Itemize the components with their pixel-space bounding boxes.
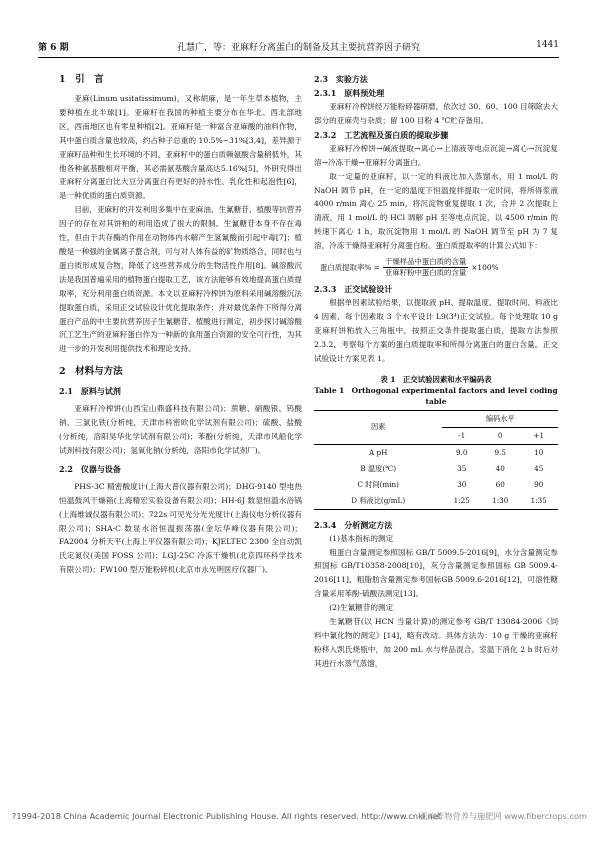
section-2-3-4-heading: 2.3.4 分析测定方法	[314, 519, 393, 530]
table-level-col: -1	[442, 427, 481, 444]
table-factor-cell: C 时间(min)	[357, 479, 399, 489]
issue-number: 第 6 期	[38, 43, 69, 53]
extraction-rate-formula	[320, 257, 558, 278]
analysis-paragraph-1: 粗蛋白含量测定参照国标 GB/T 5009.5-2016[9]，水分含量测定参照国标 GB/T10358-2008[10]，灰分含量测定参照国标 GB 5009.4-2016[11]，粗脂肪含量测定参考国标GB 5009.6-2016[12]，可溶性糖含量采用苯酚-硫酸法测定[13]。	[314, 547, 558, 599]
extraction-paragraph: 取一定量的亚麻籽，以一定的料液比加入蒸馏水，用 1 mol/L 的 NaOH 调节 pH，在一定的温度下恒温搅拌提取一定时间，将所得浆液 4000 r/min 离心 25 min，将沉淀物重复提取 1 次，合并 2 次提取上清液，用 1 mol/L 的 HCl 调解 pH 至等电点沉淀，以 4500 r/min 的转速下离心 1 h，取沉淀物用 1 mol/L 的 NaOH 调节至 pH 为 7 复溶，冷冻干燥得亚麻籽分离蛋白粉。蛋白质提取率的计算公式如下：	[314, 171, 558, 251]
section-2-3-3-heading: 2.3.3 正交试验设计	[314, 284, 393, 295]
pretreatment-paragraph: 亚麻籽冷榨饼经万能粉碎器研磨，依次过 30、60、100 目筛除去大部分的亚麻壳与杂质；留 100 目粉 4 ℃贮存备用。	[314, 102, 558, 125]
formula-rhs: ×100%	[471, 262, 499, 272]
table-cell: 9.5	[494, 447, 506, 457]
analysis-paragraph-2: 生氰糖苷(以 HCN 当量计算)的测定参考 GB/T 13084-2006《饲料中氰化物的测定》[14]，略有改动。具体方法为：10 g 干燥的亚麻籽粉移入凯氏烧瓶中，加 200 mL 水与样品混合。室温下消化 2 h 时后对其进行水蒸气蒸馏，	[314, 617, 558, 668]
table-level-col: +1	[519, 427, 558, 444]
header-rule	[38, 57, 559, 58]
section-2-heading: 2 材料与方法	[59, 366, 123, 378]
table-row	[314, 444, 558, 461]
section-2-3-1-heading: 2.3.1 原料预处理	[314, 88, 385, 98]
table-cell: 90	[534, 479, 544, 489]
table-cell: 1:25	[442, 493, 481, 510]
section-2-2-heading: 2.2 仪器与设备	[59, 463, 121, 474]
table-factor-cell: D 料液比(g/mL)	[314, 493, 442, 510]
analysis-subheading-2: (2)生氰糖苷的测定	[329, 603, 394, 613]
table-1	[314, 410, 558, 510]
process-flow: 亚麻籽冷榨饼→碱液提取→离心→上清液等电点沉淀→离心→沉淀复溶→冷冻干燥→亚麻籽分离蛋白。	[314, 143, 558, 167]
table-row	[314, 493, 558, 510]
formula-denominator: 亚麻籽粉中蛋白质的含量	[384, 268, 467, 278]
orthogonal-design-paragraph: 根据单因素试验结果，以提取液 pH、提取温度、提取时间、料液比 4 因素、每个因素取 3 个水平设计 L9(3⁴)正交试验。每个处理取 10 g 亚麻籽饼粕放入三角瓶中，按照正交条件提取蛋白质，提取方法参照 2.3.2，考察每个方案的蛋白质提取率和所得分离蛋白的蛋白含量。正交试验设计方案见表 1。	[314, 298, 558, 363]
formula-fraction	[383, 257, 468, 278]
running-header	[38, 40, 559, 56]
table-cell: 60	[495, 479, 505, 489]
copyright-notice: ?1994-2018 China Academic Journal Electronic Publishing House. All rights reserved. http://www.cnki.net	[12, 811, 442, 821]
materials-paragraph: 亚麻籽冷榨饼(山西宝山鼎盛科技有限公司)；蔗糖、硝酸银、钨酸钠、三氯化铁(分析纯，天津市科密欧化学试剂有限公司)；硫酸、盐酸(分析纯，洛阳昊华化学试剂有限公司)；苯酚(分析纯，天津市风船化学试剂科技有限公司)；氢氧化钠(分析纯，洛阳市化学试剂厂)。	[59, 404, 302, 455]
page-number: 1441	[536, 40, 559, 50]
table-1-caption-cn: 表 1 正交试验因素和水平编码表	[380, 374, 492, 384]
intro-paragraph-1: 亚麻(Linum usitatissimum)，又称胡麻，是一年生草本植物，主要种植在北半球[1]。亚麻籽在我国的种植主要分布在华北、西北部地区，西南地区也有零星种植[2]。亚麻籽是一种富含亚麻酸的油料作物，其中蛋白质含量也较高，约占种子总重的 10.5%~31%[3,4]，差异源于亚麻籽品种和生长环境的不同。亚麻籽中的蛋白质赖氨酸含量稍低外，其他各种氨基酸相对平衡，其必需氨基酸含量高达5.16%[5]，外研究得出亚麻籽分离蛋白比大豆分离蛋白有更好的持水性、乳化性和起泡性[6]，是一种优质的蛋白质资源。	[59, 94, 302, 201]
table-cell: 1:30	[481, 493, 520, 510]
table-factor-cell: A pH	[369, 447, 388, 457]
table-cell: 1:35	[519, 493, 558, 510]
table-factor-cell: B 温度(℃)	[360, 463, 397, 473]
table-cell: 40	[495, 463, 505, 473]
table-level-col: 0	[481, 427, 520, 444]
table-cell: 30	[457, 479, 467, 489]
section-2-3-heading: 2.3 实验方法	[314, 74, 368, 84]
section-2-1-heading: 2.1 原料与试剂	[59, 386, 121, 397]
left-column	[59, 72, 302, 577]
right-column	[314, 72, 558, 671]
instruments-paragraph: PHS-3C 精密酸度计(上海大普仪器有限公司)；DHG-9140 型电热恒温鼓风干燥箱(上海精宏实验设备有限公司)；HH-6J 数显恒温水浴锅(上海维诚仪器有限公司)；722s 可见光分光光度计(上海仪电分析仪器有限公司)；SHA-C 数显水浴恒温振荡器(金坛华峰仪器有限公司)；FA2004 分析天平(上海上平仪器有限公司)；KJELTEC 2300 全自动凯氏定氮仪(美国 FOSS 公司)；LGJ-25C 冷冻干燥机(北京四环科学技术有限公司)；FW100 型万能粉碎机(北京市永光明医疗仪器厂)。	[59, 481, 302, 575]
table-row	[314, 461, 558, 477]
table-cell: 35	[457, 463, 467, 473]
table-cell: 45	[534, 463, 544, 473]
table-row	[314, 477, 558, 493]
table-cell: 9.0	[455, 447, 468, 457]
table-header-level: 编码水平	[442, 410, 558, 427]
section-2-3-2-heading: 2.3.2 工艺流程及蛋白质的提取步骤	[314, 129, 449, 140]
running-title: 孔慧广，等：亚麻籽分离蛋白的制备及其主要抗营养因子研究	[176, 43, 420, 53]
section-1-heading: 1 引 言	[59, 74, 104, 85]
formula-numerator: 干燥样品中蛋白质的含量	[384, 257, 467, 267]
table-cell: 10	[534, 447, 544, 457]
page-footer	[12, 811, 587, 825]
analysis-subheading-1: (1)基本指标的测定	[329, 533, 394, 543]
table-1-caption-en: Table 1 Orthogonal experimental factors and level coding table	[314, 385, 558, 406]
watermark-text: 亚麻作物营养与施肥网 www.fibercrops.com	[419, 811, 587, 821]
formula-lhs: 蛋白质提取率% =	[320, 262, 380, 272]
intro-paragraph-2: 目前，亚麻籽的开发利用多集中在亚麻油、生氰糖苷、植酸等抗营养因子的存在对其饼粕的利用造成了很大的限制。生氰糖苷本身不存在毒性，但由于共存酶的作用在动物体内水解产生氢氰酸而引起中毒[7]；植酸是一种强的金属离子螯合剂，可与对人体有益的矿物质络合，同时也与蛋白质形成复合物，降低了这些营养成分的生物活性作用[8]。碱溶酸沉法是我国普遍采用的植物蛋白提取工艺，该方法能够有效地提高蛋白质提取率，充分利用蛋白质资源。本文以亚麻籽冷榨饼为原料采用碱溶酸沉法提取蛋白质，采用正交试验设计优化提取条件；并对最优条件下所得分离蛋白产品的中主要抗营养因子生氰糖苷、植酸进行测定，初步探讨碱溶酸沉工艺生产的亚麻籽蛋白作为一种新的食用蛋白资源的安全可行性，为其进一步的开发利用提供技术和理论支持。	[59, 205, 302, 354]
table-header-factor: 因素	[314, 410, 442, 444]
